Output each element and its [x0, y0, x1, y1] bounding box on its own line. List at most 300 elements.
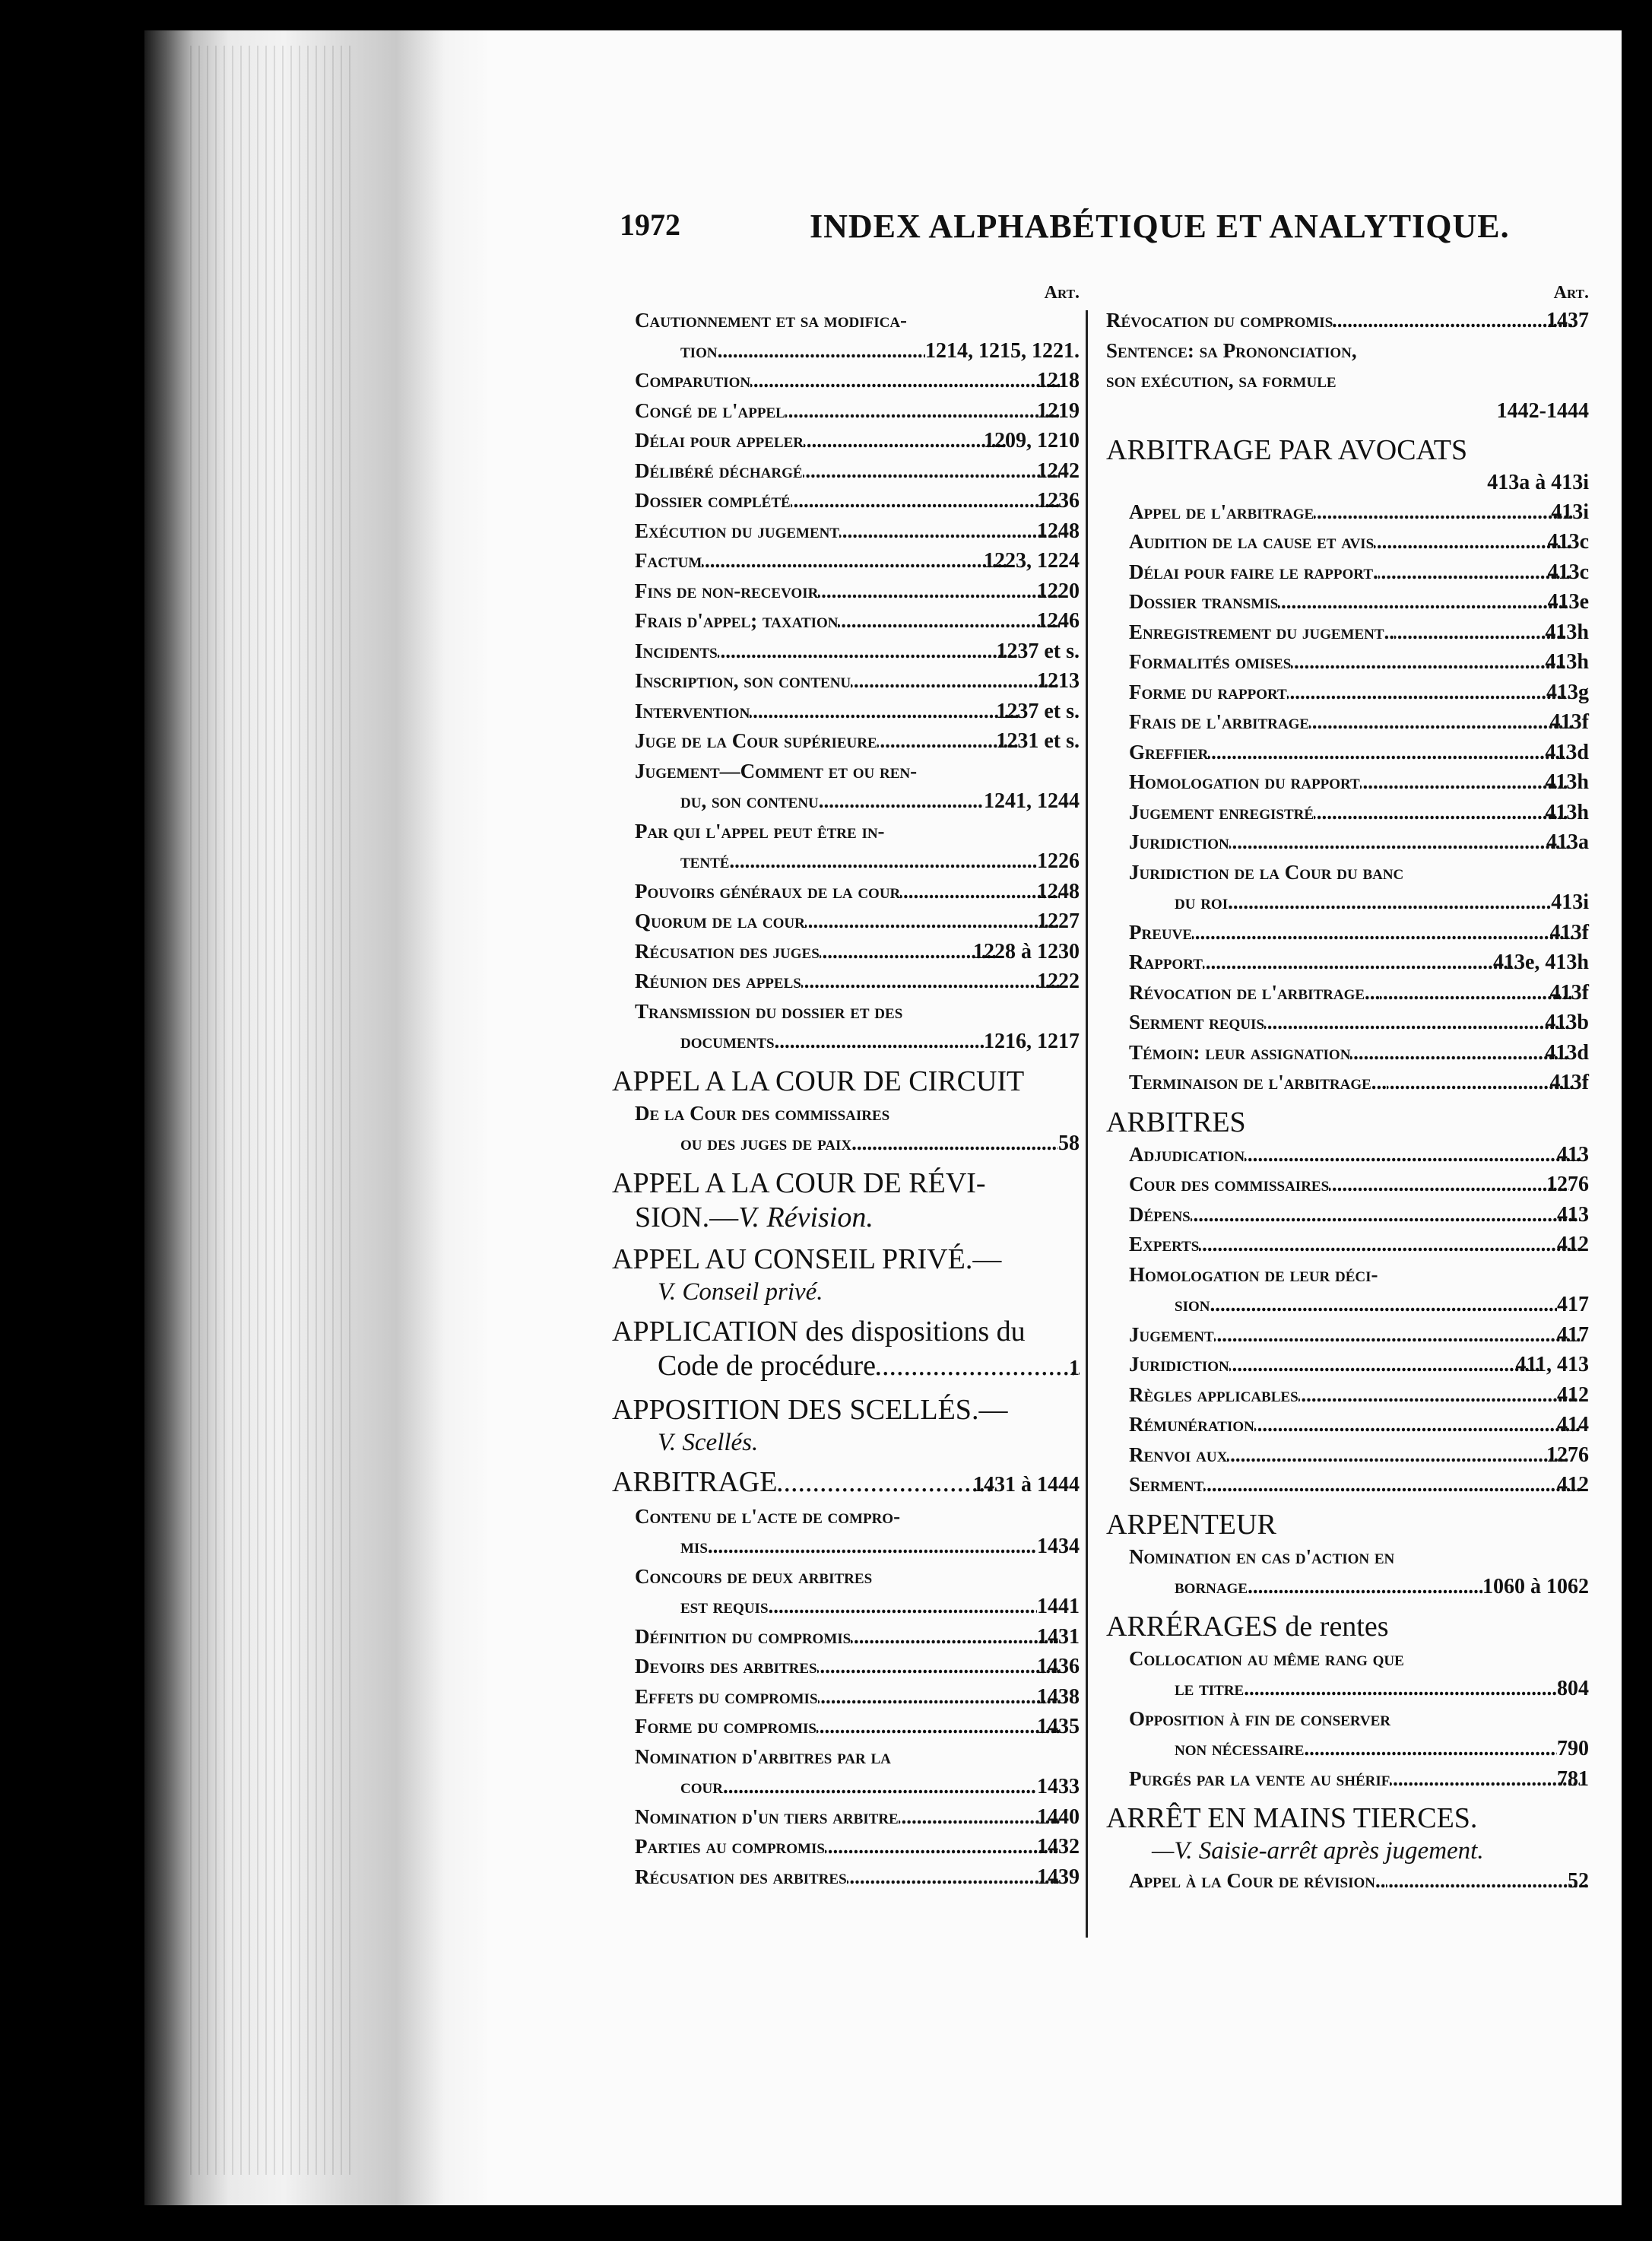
entry-label: mis — [680, 1535, 708, 1557]
entry-line: Jugement—Comment et ou ren- — [635, 759, 918, 782]
leader-dots — [1386, 1866, 1589, 1897]
entry-label: Purgés par la vente au shérif — [1129, 1766, 1390, 1790]
sub-entry — [612, 1832, 1080, 1862]
sub-entry — [1106, 738, 1589, 768]
article-ref: 1241, 1244 — [984, 789, 1080, 813]
index-line — [635, 636, 1080, 667]
leader-dots — [1229, 827, 1569, 858]
right-column — [1106, 283, 1589, 1897]
entry-label: est requis — [680, 1595, 769, 1617]
entry-label: Terminaison de l'arbitrage... — [1129, 1071, 1387, 1094]
leader-dots — [777, 1465, 996, 1500]
article-ref: 1246 — [1037, 609, 1080, 633]
entry-label: non nécessaire — [1175, 1737, 1305, 1760]
entry-label: Serment — [1129, 1473, 1204, 1496]
sub-entry — [612, 726, 1080, 757]
entry-line: Par qui l'appel peut être in- — [635, 819, 885, 843]
leader-dots — [819, 786, 984, 817]
article-ref: 1222 — [1037, 970, 1080, 993]
article-ref: 1231 et s. — [996, 729, 1080, 753]
heading-text: APPOSITION DES SCELLÉS.— — [612, 1393, 1008, 1426]
index-heading — [612, 1393, 1080, 1427]
article-ref: 1223, 1224 — [984, 549, 1080, 573]
sub-entry — [1106, 918, 1589, 948]
leader-dots — [818, 576, 1060, 607]
sub-entry — [1106, 858, 1589, 918]
art-label: Art. — [1044, 283, 1080, 303]
heading-text: ARRÊT EN MAINS TIERCES. — [1106, 1802, 1478, 1834]
index-line — [635, 1862, 1080, 1893]
sub-entry — [1106, 678, 1589, 708]
index-line — [1129, 978, 1589, 1008]
sub-entry — [612, 636, 1080, 667]
entry-label: Serment requis — [1129, 1011, 1265, 1033]
sub-entry — [612, 1742, 1080, 1802]
entry-label: Intervention — [635, 699, 750, 722]
article-ref: 1237 et s. — [996, 699, 1080, 723]
index-line — [1129, 647, 1589, 678]
leader-dots — [851, 1128, 1058, 1159]
sub-entry — [1106, 948, 1589, 978]
index-heading — [1106, 1106, 1589, 1140]
article-ref: 413h — [1545, 650, 1589, 674]
entry-label: Juridiction — [1129, 1353, 1229, 1376]
entry-line: son exécution, sa formule — [1106, 369, 1337, 392]
article-ref: 413c — [1547, 560, 1589, 584]
heading-text: APPEL A LA COUR DE CIRCUIT — [612, 1065, 1025, 1097]
article-ref: 1435 — [1037, 1715, 1080, 1738]
sub-entry — [1106, 306, 1589, 336]
entry-label: Renvoi aux — [1129, 1443, 1228, 1466]
leader-dots — [1208, 738, 1568, 768]
leader-dots — [1309, 707, 1573, 738]
index-line — [635, 1622, 1080, 1652]
leader-dots — [1387, 1068, 1573, 1098]
sub-entry — [612, 697, 1080, 727]
right-entries — [1106, 306, 1589, 1897]
entry-label: Congé de l'appel — [635, 398, 785, 422]
sub-entry — [1106, 707, 1589, 738]
index-line — [1129, 1008, 1589, 1038]
article-ref: 1437 — [1546, 309, 1589, 332]
entry-label: Audition de la cause et avis — [1129, 530, 1375, 553]
entry-label: Dossier transmis — [1129, 590, 1279, 613]
leader-dots — [1287, 678, 1569, 708]
article-ref: 1226 — [1037, 849, 1080, 873]
leader-dots — [818, 1682, 1060, 1712]
index-line — [1129, 678, 1589, 708]
sub-entry — [612, 396, 1080, 427]
sub-entry — [1106, 497, 1589, 528]
index-line — [1129, 767, 1589, 798]
index-line — [1129, 1320, 1589, 1351]
index-line — [635, 1682, 1080, 1712]
article-ref: 1431 — [1037, 1624, 1080, 1649]
leader-dots — [1278, 587, 1570, 617]
article-ref: 414 — [1557, 1413, 1589, 1436]
index-line — [1129, 1170, 1589, 1200]
leader-dots — [1360, 767, 1568, 798]
article-ref: 1436 — [1037, 1655, 1080, 1678]
cross-reference: V. Révision. — [738, 1201, 874, 1233]
leader-dots — [1350, 1038, 1568, 1068]
sub-entry — [1106, 1470, 1589, 1500]
sub-entry — [612, 1682, 1080, 1712]
entry-label: Récusation des juges — [635, 939, 820, 963]
leader-dots — [801, 967, 1060, 997]
left-entries — [612, 306, 1080, 1892]
leader-dots — [804, 426, 1007, 456]
article-ref: 413a à 413i — [1487, 470, 1589, 494]
entry-label: du roi — [1175, 890, 1229, 913]
article-ref: 413f — [1549, 980, 1589, 1005]
entry-label: le titre — [1175, 1677, 1245, 1700]
sub-entry — [1106, 647, 1589, 678]
article-ref: 804 — [1557, 1677, 1589, 1700]
leader-dots — [723, 1772, 1037, 1802]
article-ref: 1213 — [1037, 669, 1080, 693]
entry-label: Appel de l'arbitrage — [1129, 500, 1314, 523]
article-ref: 1276 — [1546, 1173, 1589, 1196]
entry-label: Parties au compromis — [635, 1835, 825, 1858]
leader-dots — [1227, 1440, 1569, 1471]
sub-entry — [612, 456, 1080, 487]
entry-label: Effets du compromis — [635, 1684, 818, 1708]
heading-text: ARPENTEUR — [1106, 1508, 1276, 1541]
leader-dots — [785, 396, 1060, 427]
index-line — [635, 666, 1080, 697]
sub-entry — [1106, 1200, 1589, 1230]
sub-entry — [1106, 1542, 1589, 1602]
index-line — [1129, 557, 1589, 588]
entry-label: Jugement enregistré — [1129, 800, 1314, 824]
article-ref: 413 — [1557, 1202, 1589, 1227]
article-ref: 413f — [1549, 710, 1589, 734]
entry-label: Jugement — [1129, 1322, 1214, 1346]
article-ref: 412 — [1557, 1473, 1589, 1497]
leader-dots — [1298, 1380, 1580, 1411]
article-ref: 413b — [1545, 1011, 1589, 1034]
sub-entry — [1106, 767, 1589, 798]
article-ref: 411, 413 — [1515, 1353, 1589, 1376]
article-ref: 1440 — [1037, 1805, 1080, 1829]
sub-entry — [1106, 527, 1589, 557]
index-line — [635, 1652, 1080, 1682]
entry-label: Quorum de la cour — [635, 909, 805, 932]
index-line — [1129, 707, 1589, 738]
sub-entry — [612, 1099, 1080, 1159]
leader-dots — [1254, 1410, 1580, 1440]
sub-entry — [612, 997, 1080, 1057]
leader-dots — [1380, 978, 1572, 1008]
heading-text: SION.— — [635, 1201, 739, 1233]
entry-label: cour — [680, 1775, 723, 1798]
leader-dots — [1203, 1470, 1580, 1500]
entry-label: Témoin: leur assignation — [1129, 1040, 1351, 1064]
article-ref: 1214, 1215, 1221. — [925, 338, 1080, 363]
entry-label: Rapport — [1129, 951, 1203, 973]
leader-dots — [1229, 1350, 1539, 1380]
entry-label: Inscription, son contenu — [635, 669, 851, 692]
heading-text: APPEL AU CONSEIL PRIVÉ.— — [612, 1243, 1002, 1275]
article-ref: 413h — [1545, 770, 1589, 794]
entry-line: Nomination en cas d'action en — [1129, 1544, 1395, 1568]
cross-reference: V. Conseil privé. — [658, 1278, 823, 1306]
article-ref: 413h — [1545, 800, 1589, 824]
leader-dots — [851, 666, 1060, 697]
index-heading — [1106, 1801, 1589, 1836]
article-ref: 413a — [1546, 830, 1589, 854]
sub-entry — [1106, 1230, 1589, 1260]
index-heading — [612, 1315, 1080, 1386]
entry-line: Homologation de leur déci- — [1129, 1262, 1378, 1286]
entry-label: Incidents — [635, 639, 718, 662]
index-line — [635, 606, 1080, 636]
article-ref: 790 — [1557, 1737, 1589, 1760]
index-line: Code de procédure ..... 1 — [635, 1349, 1080, 1386]
index-line — [1129, 1764, 1589, 1795]
heading-text-continued — [635, 1201, 1080, 1235]
index-line — [1152, 1674, 1589, 1704]
leader-dots — [1192, 918, 1573, 948]
entry-label: ARBITRAGE — [612, 1465, 778, 1498]
entry-label: documents — [680, 1030, 775, 1052]
leader-dots — [1214, 1320, 1580, 1351]
article-ref: 1242 — [1037, 459, 1080, 483]
index-line — [658, 1772, 1080, 1802]
index-line — [1129, 587, 1589, 617]
entry-label: Homologation du rapport — [1129, 770, 1360, 793]
leader-dots — [1329, 1170, 1569, 1200]
leader-dots — [729, 846, 1037, 877]
entry-label: Règles applicables — [1129, 1382, 1298, 1406]
entry-label: Cour des commissaires — [1129, 1173, 1330, 1195]
leader-dots — [899, 1802, 1060, 1833]
entry-label: Dossier complété — [635, 489, 791, 512]
index-line — [1129, 527, 1589, 557]
article-ref: 1276 — [1546, 1443, 1589, 1467]
index-heading — [612, 1465, 1080, 1502]
art-label: Art. — [1553, 283, 1589, 303]
index-line — [1129, 1140, 1589, 1170]
page-edge-texture — [190, 46, 357, 2175]
index-heading — [612, 1243, 1080, 1277]
sub-entry — [1106, 1320, 1589, 1351]
article-ref: 413 — [1557, 1142, 1589, 1167]
sub-entry — [1106, 336, 1589, 426]
leader-dots — [876, 1349, 1080, 1383]
article-ref: 58 — [1058, 1132, 1080, 1155]
leader-dots — [750, 366, 1060, 396]
entry-label: bornage — [1175, 1575, 1248, 1598]
sub-entry — [612, 906, 1080, 937]
leader-dots — [1245, 1140, 1580, 1170]
index-line — [1129, 1200, 1589, 1230]
entry-label: Devoirs des arbitres — [635, 1655, 817, 1678]
leader-dots — [775, 1027, 984, 1057]
index-line — [635, 486, 1080, 516]
article-ref: 781 — [1557, 1766, 1589, 1791]
article-ref: 1248 — [1037, 879, 1080, 903]
sub-entry — [1106, 1260, 1589, 1320]
article-ref: 412 — [1557, 1382, 1589, 1407]
entry-label: Frais de l'arbitrage — [1129, 710, 1310, 733]
entry-label: Nomination d'un tiers arbitre — [635, 1805, 899, 1828]
entry-label: Appel à la Cour de révision.. — [1129, 1869, 1386, 1892]
sub-entry — [612, 1652, 1080, 1682]
entry-label: Révocation de l'arbitrage... — [1129, 980, 1381, 1004]
index-line — [658, 1592, 1080, 1622]
sub-entry — [612, 516, 1080, 547]
sub-entry — [612, 1862, 1080, 1893]
leader-dots — [769, 1592, 1037, 1622]
sub-entry — [1106, 557, 1589, 588]
leader-dots — [825, 1832, 1060, 1862]
left-column — [612, 283, 1080, 1892]
entry-line: Concours de deux arbitres — [635, 1564, 873, 1588]
article-ref: 413f — [1549, 920, 1589, 944]
sub-entry — [612, 967, 1080, 997]
index-line — [635, 697, 1080, 727]
entry-label: Délai pour faire le rapport. — [1129, 560, 1378, 583]
entry-line: Sentence: sa Prononciation, — [1106, 338, 1357, 362]
leader-dots — [1304, 1734, 1557, 1764]
entry-label: Factum — [635, 549, 702, 572]
leader-dots — [1203, 948, 1516, 978]
entry-label: Rémunération — [1129, 1413, 1254, 1436]
sub-entry — [612, 486, 1080, 516]
sub-entry — [612, 666, 1080, 697]
sub-entry — [1106, 978, 1589, 1008]
leader-dots — [1244, 1674, 1557, 1704]
entry-line: De la Cour des commissaires — [635, 1101, 890, 1125]
entry-label: Comparution — [635, 369, 751, 392]
index-line — [1152, 887, 1589, 918]
index-line — [635, 546, 1080, 576]
index-line: Appel à la Cour de révision.. ..... 52 — [1152, 1866, 1589, 1897]
sub-entry — [1106, 1068, 1589, 1098]
leader-dots — [1291, 647, 1568, 678]
index-line — [1129, 1410, 1589, 1440]
article-ref: 1442-1444 — [1496, 398, 1589, 423]
sub-entry — [612, 757, 1080, 817]
article-ref: 413e — [1547, 590, 1589, 614]
leader-dots — [1248, 1572, 1482, 1602]
sub-entry — [1106, 1866, 1589, 1897]
article-ref: 413d — [1545, 1040, 1589, 1065]
entry-label: Formalités omises — [1129, 650, 1292, 673]
article-ref: 1433 — [1037, 1775, 1080, 1798]
index-line — [658, 1027, 1080, 1057]
sub-entry — [612, 426, 1080, 456]
page-number: 1972 — [620, 208, 680, 242]
index-line — [1129, 497, 1589, 528]
index-line — [1129, 1440, 1589, 1471]
index-line — [658, 786, 1080, 817]
index-line — [635, 726, 1080, 757]
index-line — [1129, 1068, 1589, 1098]
article-ref: 1216, 1217 — [984, 1030, 1080, 1053]
index-line — [1129, 827, 1589, 858]
entry-line: Opposition à fin de conserver — [1129, 1706, 1390, 1730]
index-line — [635, 1712, 1080, 1742]
article-ref: 1227 — [1037, 909, 1080, 933]
running-title: INDEX ALPHABÉTIQUE ET ANALYTIQUE. — [810, 208, 1510, 245]
index-line — [1152, 1290, 1589, 1320]
index-heading — [612, 1065, 1080, 1099]
index-line — [635, 366, 1080, 396]
sub-entry — [612, 1802, 1080, 1833]
index-line — [1129, 738, 1589, 768]
article-ref: 417 — [1557, 1293, 1589, 1316]
index-heading — [612, 1167, 1080, 1235]
index-line — [635, 456, 1080, 487]
leader-dots — [750, 697, 1019, 727]
index-line — [635, 426, 1080, 456]
article-ref: 413h — [1545, 620, 1589, 644]
leader-dots — [851, 1622, 1060, 1652]
cross-reference: —V. Saisie-arrêt après jugement. — [1152, 1837, 1484, 1865]
article-ref: 1237 et s. — [996, 639, 1080, 663]
index-line — [612, 1465, 1080, 1502]
sub-entry — [1106, 1170, 1589, 1200]
sub-entry — [612, 877, 1080, 907]
leader-dots — [900, 877, 1060, 907]
sub-entry — [1106, 1764, 1589, 1795]
entry-label: Experts — [1129, 1233, 1200, 1255]
sub-entry — [1106, 1008, 1589, 1038]
sub-entry — [1106, 827, 1589, 858]
article-ref: 1441 — [1037, 1595, 1080, 1618]
index-line — [635, 576, 1080, 607]
entry-label: Réunion des appels — [635, 970, 801, 992]
leader-dots — [1191, 1200, 1580, 1230]
sub-entry — [612, 606, 1080, 636]
leader-dots — [803, 456, 1060, 487]
article-ref: 413f — [1549, 1071, 1589, 1094]
leader-dots — [708, 1532, 1037, 1562]
index-heading — [1106, 1610, 1589, 1644]
index-line — [1152, 1572, 1589, 1602]
leader-dots — [791, 486, 1060, 516]
entry-label: Frais d'appel; taxation — [635, 609, 839, 632]
index-line — [1129, 1380, 1589, 1411]
sub-entry — [612, 306, 1080, 366]
entry-label: Exécution du jugement — [635, 519, 840, 542]
entry-label: Juridiction — [1129, 830, 1229, 853]
index-heading — [1106, 1508, 1589, 1542]
article-ref: 413e, 413h — [1493, 951, 1589, 974]
article-ref: 1439 — [1037, 1865, 1080, 1889]
index-line — [1152, 1734, 1589, 1764]
leader-dots — [817, 1652, 1060, 1682]
index-line — [1129, 798, 1589, 828]
article-ref: 1431 à 1444 — [973, 1472, 1080, 1497]
index-line — [635, 516, 1080, 547]
entry-line: Cautionnement et sa modifica- — [635, 309, 908, 332]
index-line — [635, 937, 1080, 967]
index-line — [1129, 948, 1589, 978]
sub-entry — [1106, 1704, 1589, 1764]
sub-entry — [612, 546, 1080, 576]
index-line — [635, 877, 1080, 907]
entry-label: ou des juges de paix — [680, 1132, 852, 1154]
sub-entry — [1106, 1380, 1589, 1411]
leader-dots — [1210, 1290, 1557, 1320]
index-line — [1129, 1350, 1589, 1380]
leader-dots — [1394, 617, 1568, 648]
article-ref: 1434 — [1037, 1535, 1080, 1558]
